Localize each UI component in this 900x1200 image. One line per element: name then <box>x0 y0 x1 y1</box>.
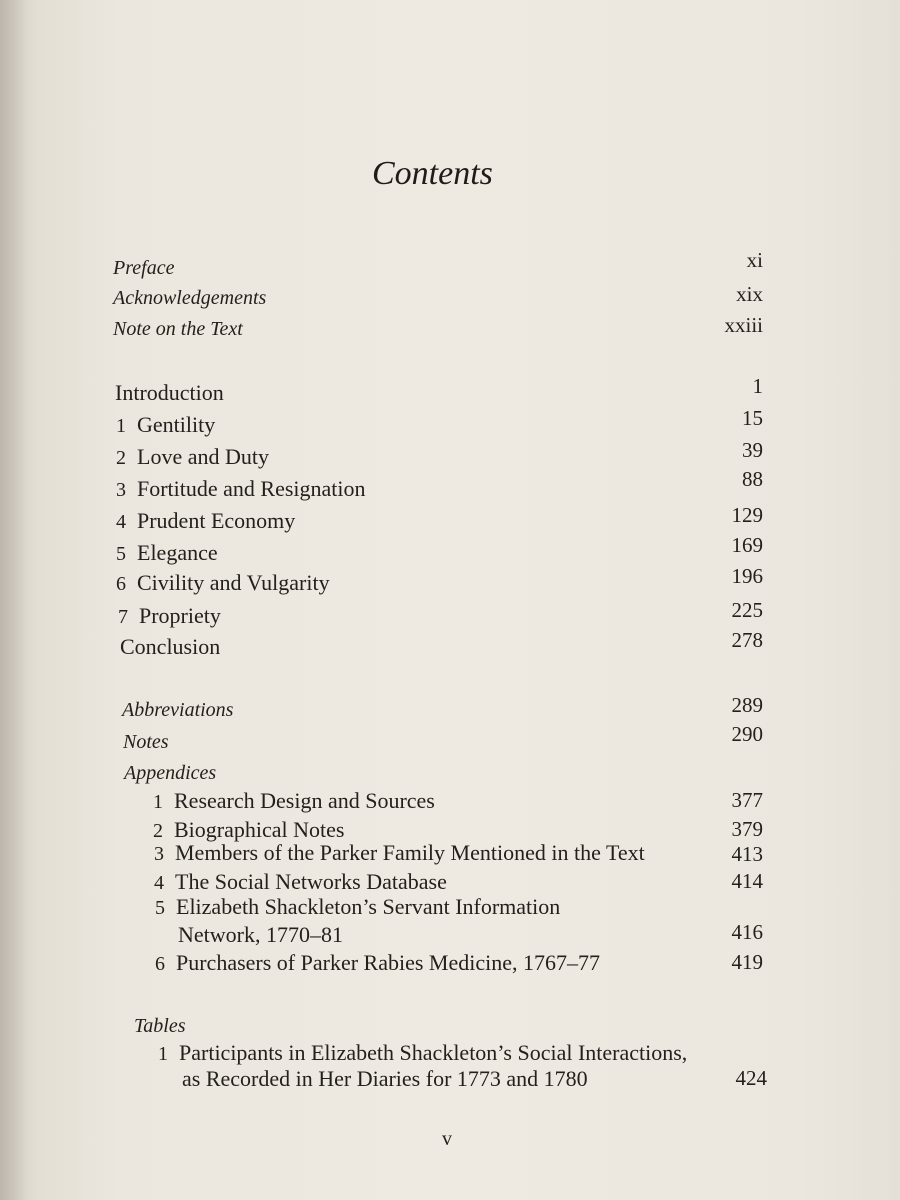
toc-chapter-page: 169 <box>731 533 763 557</box>
toc-appendix-page: 413 <box>731 842 763 866</box>
toc-page-abbreviations: 289 <box>731 693 763 717</box>
toc-entry-introduction: Introduction <box>115 380 224 405</box>
toc-appendix-entry: 4 The Social Networks Database <box>154 869 447 894</box>
toc-appendix-page: 377 <box>731 788 763 812</box>
toc-appendix-page: 414 <box>731 869 763 893</box>
toc-chapter-page: 196 <box>731 564 763 588</box>
toc-appendix-page: 379 <box>731 817 763 841</box>
toc-appendix-entry-continued: Network, 1770–81 <box>178 922 343 947</box>
toc-entry-appendices: Appendices <box>124 762 217 784</box>
toc-page-preface: xi <box>746 248 763 272</box>
toc-page-note-on-text: xxiii <box>724 313 763 337</box>
toc-chapter-entry: 7 Propriety <box>118 603 221 628</box>
page-title: Contents <box>372 155 493 192</box>
toc-entry-note-on-text: Note on the Text <box>113 318 243 340</box>
toc-entry-abbreviations: Abbreviations <box>122 699 234 721</box>
toc-chapter-page: 15 <box>742 406 763 430</box>
toc-chapter-page: 129 <box>731 503 763 527</box>
page-folio: v <box>442 1128 452 1150</box>
toc-table-entry: 1 Participants in Elizabeth Shackleton’s Social Interactions, <box>158 1040 688 1065</box>
toc-chapter-entry: 3 Fortitude and Resignation <box>116 476 366 501</box>
toc-entry-notes: Notes <box>123 731 169 753</box>
toc-chapter-entry: 6 Civility and Vulgarity <box>116 570 330 595</box>
toc-page-acknowledgements: xix <box>736 282 763 306</box>
toc-chapter-entry: 2 Love and Duty <box>116 444 269 469</box>
toc-page-conclusion: 278 <box>731 628 763 652</box>
toc-appendix-entry: 3 Members of the Parker Family Mentioned in the Text <box>154 840 645 865</box>
toc-appendix-entry: 5 Elizabeth Shackleton’s Servant Information <box>155 894 561 919</box>
toc-page-notes: 290 <box>731 722 763 746</box>
toc-entry-tables: Tables <box>134 1015 186 1037</box>
toc-page-introduction: 1 <box>752 374 763 398</box>
toc-chapter-page: 225 <box>731 598 763 622</box>
toc-chapter-page: 39 <box>742 438 763 462</box>
toc-entry-acknowledgements: Acknowledgements <box>113 287 267 309</box>
toc-chapter-entry: 5 Elegance <box>116 540 218 565</box>
toc-appendix-page: 416 <box>731 920 763 944</box>
toc-chapter-page: 88 <box>742 467 763 491</box>
toc-entry-conclusion: Conclusion <box>120 634 221 659</box>
toc-table-entry-continued: as Recorded in Her Diaries for 1773 and 1780 <box>182 1066 588 1091</box>
toc-entry-preface: Preface <box>113 257 175 279</box>
toc-chapter-entry: 4 Prudent Economy <box>116 508 296 533</box>
toc-appendix-entry: 6 Purchasers of Parker Rabies Medicine, 1767–77 <box>155 950 601 975</box>
toc-chapter-entry: 1 Gentility <box>116 412 216 437</box>
toc-appendix-entry: 2 Biographical Notes <box>153 817 345 842</box>
toc-table-page: 424 <box>735 1066 767 1090</box>
toc-appendix-entry: 1 Research Design and Sources <box>153 788 435 813</box>
toc-appendix-page: 419 <box>731 950 763 974</box>
spine-shadow <box>0 0 28 1200</box>
